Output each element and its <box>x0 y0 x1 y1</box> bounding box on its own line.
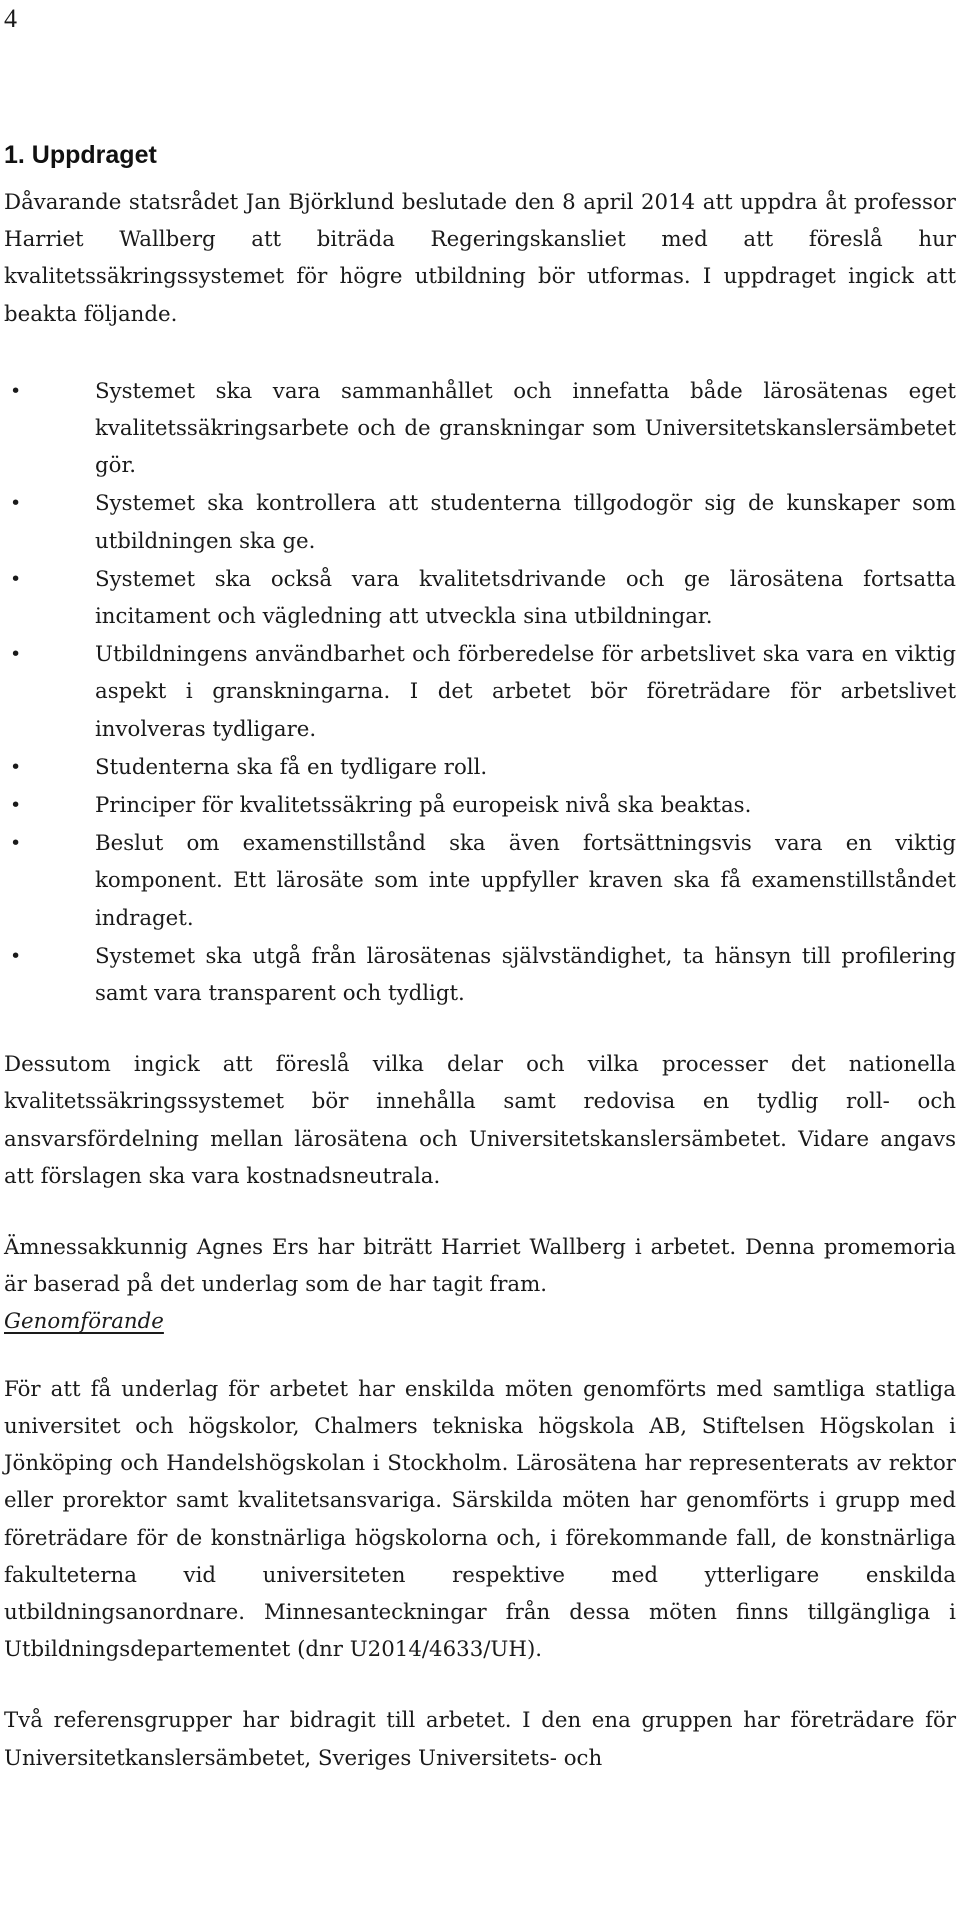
document-body <box>4 184 956 1777</box>
list-item-text: Systemet ska också vara kvalitetsdrivande och ge lärosätena fortsatta incitament och vägledning att utveckla sina utbildningar. <box>95 566 956 630</box>
list-item-text: Systemet ska vara sammanhållet och innefatta både lärosätenas eget kvalitetssäkringsarbete och de granskningar som Universitetskanslersämbetet gör. <box>95 378 956 479</box>
section-heading: 1. Uppdraget <box>4 141 157 169</box>
requirements-list <box>4 373 956 1012</box>
list-item-text: Utbildningens användbarhet och förberedelse för arbetslivet ska vara en viktig aspekt i granskningarna. I det arbetet bör företrädare för arbetslivet involveras tydligare. <box>95 642 956 742</box>
paragraph-referensgrupper: Två referensgrupper har bidragit till arbetet. I den ena gruppen har företrädare för Universitetkanslersämbetet, Sveriges Universitets- och <box>4 1708 956 1771</box>
subheading-genomforande: Genomförande <box>4 1309 164 1335</box>
paragraph-amnessakkunnig: Ämnessakkunnig Agnes Ers har biträtt Harriet Wallberg i arbetet. Denna promemoria är baserad på det underlag som de har tagit fram. <box>4 1235 956 1298</box>
bullet-icon: • <box>10 492 22 515</box>
bullet-icon: • <box>10 643 22 666</box>
bullet-icon: • <box>10 755 22 778</box>
list-item-text: Systemet ska utgå från lärosätenas självständighet, ta hänsyn till profilering samt vara transparent och tydligt. <box>95 943 956 1007</box>
list-item-text: Principer för kvalitetssäkring på europeisk nivå ska beaktas. <box>95 793 752 819</box>
bullet-icon: • <box>10 794 22 817</box>
list-item <box>4 636 956 748</box>
list-item <box>4 561 956 635</box>
bullet-icon: • <box>10 832 22 855</box>
bullet-icon: • <box>10 379 22 402</box>
list-item-text: Systemet ska kontrollera att studenterna tillgodogör sig de kunskaper som utbildningen ska ge. <box>95 491 956 554</box>
page-number: 4 <box>4 4 17 33</box>
bullet-icon: • <box>10 567 22 590</box>
bullet-icon: • <box>10 944 22 967</box>
paragraph-dessutom: Dessutom ingick att föreslå vilka delar och vilka processer det nationella kvalitetssäkringssystemet bör innehålla samt redovisa en tydlig roll- och ansvarsfördelning mellan lärosätena och Universitetskanslersämbetet. Vidare angavs att förslagen ska vara kostnadsneutrala. <box>4 1052 956 1189</box>
list-item-text: Studenterna ska få en tydligare roll. <box>95 754 488 780</box>
list-item <box>4 749 956 786</box>
intro-paragraph: Dåvarande statsrådet Jan Björklund beslutade den 8 april 2014 att uppdra åt professor Harriet Wallberg att biträda Regeringskansliet med att föreslå hur kvalitetssäkringssystemet för högre utbildning bör utformas. I uppdraget ingick att beakta följande. <box>4 190 956 327</box>
list-item <box>4 938 956 1012</box>
list-item <box>4 373 956 485</box>
list-item-text: Beslut om examenstillstånd ska även fortsättningsvis vara en viktig komponent. Ett lärosäte som inte uppfyller kraven ska få examenstillståndet indraget. <box>95 831 956 931</box>
list-item <box>4 825 956 937</box>
paragraph-genomforande: För att få underlag för arbetet har enskilda möten genomförts med samtliga statliga universitet och högskolor, Chalmers tekniska högskola AB, Stiftelsen Högskolan i Jönköping och Handelshögskolan i Stockholm. Lärosätena har representerats av rektor eller prorektor samt kvalitetsansvariga. Särskilda möten har genomförts i grupp med företrädare för de konstnärliga högskolorna och, i förekommande fall, de konstnärliga fakulteterna vid universiteten respektive med ytterligare enskilda utbildningsanordnare. Minnesanteckningar från dessa möten finns tillgängliga i Utbildningsdepartementet (dnr U2014/4633/UH). <box>4 1376 956 1663</box>
list-item <box>4 787 956 824</box>
list-item <box>4 485 956 559</box>
